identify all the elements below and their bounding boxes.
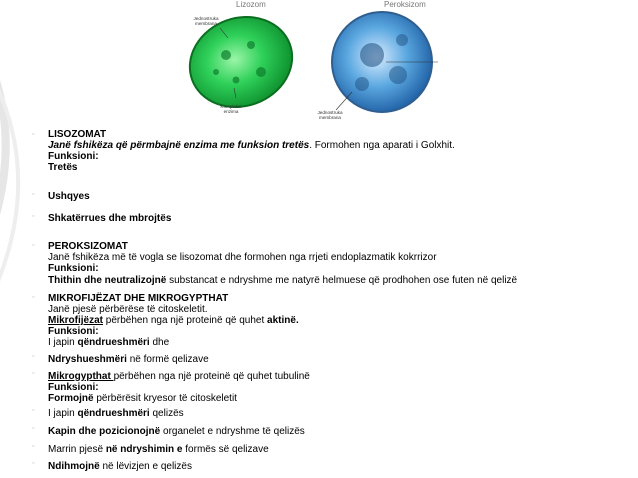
peroxisomes-function-rest: substancat e ndryshme me natyrë helmuese që prodhohen ose futen në qelizë bbox=[166, 275, 518, 286]
mt-func5-bold: Ndihmojnë bbox=[48, 461, 100, 472]
bullet-marker: ▫ bbox=[32, 370, 35, 377]
mt-func2-post: qelizës bbox=[149, 408, 184, 419]
bullet-marker: ▫ bbox=[32, 191, 35, 198]
peroxisomes-function bbox=[48, 275, 517, 287]
microtubules-function-2 bbox=[48, 408, 184, 420]
microfilaments-def-rest: përbëhen nga një proteinë që quhet bbox=[103, 315, 268, 326]
lysosomes-function-3: Shkatërrues dhe mbrojtës bbox=[48, 213, 172, 224]
mf-func1-post: dhe bbox=[149, 337, 170, 348]
mf-func1-pre: I japin bbox=[48, 337, 78, 348]
mt-func1-bold: Formojnë bbox=[48, 393, 94, 404]
bullet-marker: ▫ bbox=[32, 443, 35, 450]
lysosomes-function-2: Ushqyes bbox=[48, 191, 90, 202]
peroxisomes-description: Janë fshikëza më të vogla se lisozomat dhe formohen nga rrjeti endoplazmatik kokrrizor bbox=[48, 252, 437, 263]
microfilaments-term: Mikrofijëzat bbox=[48, 315, 104, 326]
microfilaments-description: Janë pjesë përbërëse të citoskeletit. bbox=[48, 304, 208, 315]
bullet-marker: ▫ bbox=[32, 131, 35, 138]
microfilaments-functions-label: Funksioni: bbox=[48, 326, 99, 337]
microfilaments-heading: MIKROFIJËZAT DHE MIKROGYPTHAT bbox=[48, 293, 229, 304]
mf-func1-bold: qëndrueshmëri bbox=[77, 337, 150, 348]
microtubules-term: Mikrogypthat bbox=[48, 371, 114, 382]
decorative-arcs bbox=[0, 0, 60, 478]
mt-func3-bold: Kapin dhe pozicionojnë bbox=[48, 426, 161, 437]
lysosomes-desc-italic: Janë fshikëza që përmbajnë enzima me funksion tretës bbox=[48, 140, 310, 151]
membrane-label-top: Jednostruka membrana bbox=[193, 16, 219, 26]
bullet-marker: ▫ bbox=[32, 213, 35, 220]
lysosome-title: Lizozom bbox=[236, 0, 266, 9]
membrane-label-bottom: Jednostruka membrana bbox=[317, 110, 343, 120]
mt-func4-pre: Marrin pjesë bbox=[48, 444, 106, 455]
microtubules-function-4 bbox=[48, 444, 269, 456]
microtubules-definition bbox=[48, 371, 310, 383]
mt-func4-post: formës së qelizave bbox=[182, 444, 269, 455]
mf-func2-bold: Ndryshueshmëri bbox=[48, 354, 127, 365]
peroxisomes-functions-label: Funksioni: bbox=[48, 263, 99, 274]
microfilaments-function-1 bbox=[48, 337, 169, 349]
mt-func3-post: organelet e ndryshme të qelizës bbox=[160, 426, 305, 437]
microfilaments-function-2 bbox=[48, 354, 209, 366]
mt-func2-pre: I japin bbox=[48, 408, 78, 419]
microtubules-function-3 bbox=[48, 426, 305, 438]
bullet-marker: ▫ bbox=[32, 407, 35, 414]
bullet-marker: ▫ bbox=[32, 425, 35, 432]
peroxisomes-heading: PEROKSIZOMAT bbox=[48, 241, 128, 252]
microfilaments-protein: aktinë. bbox=[267, 315, 299, 326]
lysosomes-function-1: Tretës bbox=[48, 162, 78, 173]
bullet-marker: ▫ bbox=[32, 242, 35, 249]
bullet-marker: ▫ bbox=[32, 460, 35, 467]
microtubules-function-1 bbox=[48, 393, 237, 405]
mt-func4-bold: në ndryshimin e bbox=[105, 444, 183, 455]
lysosomes-description bbox=[48, 140, 455, 152]
bullet-marker: ▫ bbox=[32, 353, 35, 360]
organelle-figure bbox=[176, 0, 448, 128]
microtubules-function-5 bbox=[48, 461, 192, 473]
bullet-marker: ▫ bbox=[32, 294, 35, 301]
enzyme-complex-label: Kompleksi enzima bbox=[220, 104, 242, 114]
lysosomes-desc-rest: . Formohen nga aparati i Golxhit. bbox=[309, 140, 455, 151]
peroxisome-title: Peroksizom bbox=[384, 0, 426, 9]
microtubules-functions-label: Funksioni: bbox=[48, 382, 99, 393]
microfilaments-definition bbox=[48, 315, 299, 327]
mt-func2-bold: qëndrueshmëri bbox=[77, 408, 150, 419]
mt-func1-post: përbërësit kryesor të citoskeletit bbox=[93, 393, 237, 404]
microtubules-def-rest: përbëhen nga një proteinë që quhet tubulinë bbox=[113, 371, 310, 382]
mf-func2-post: në formë qelizave bbox=[126, 354, 209, 365]
peroxisomes-function-bold: Thithin dhe neutralizojnë bbox=[48, 275, 167, 286]
mt-func5-post: në lëvizjen e qelizës bbox=[99, 461, 192, 472]
lysosomes-heading: LISOZOMAT bbox=[48, 129, 107, 140]
lysosomes-functions-label: Funksioni: bbox=[48, 151, 99, 162]
